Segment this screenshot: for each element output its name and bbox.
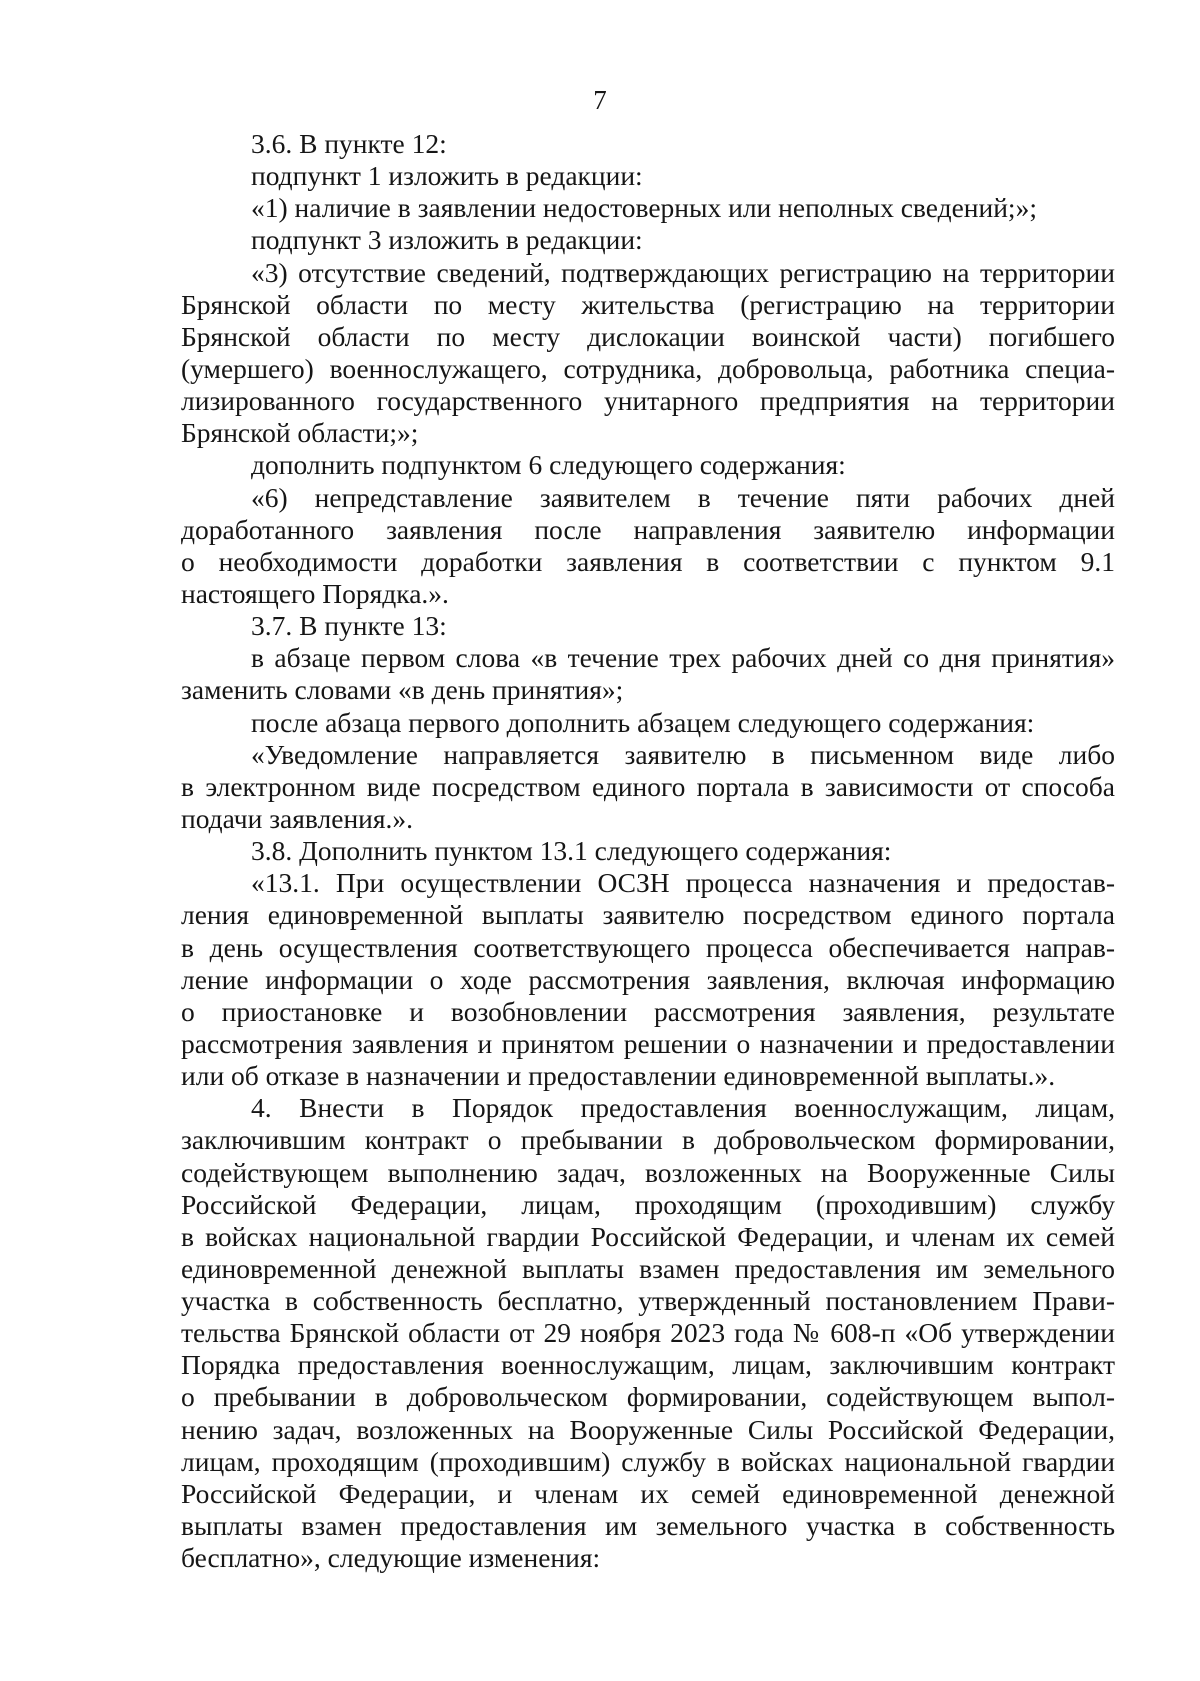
text-line: 3.6. В пункте 12: bbox=[251, 128, 447, 159]
text-line: дополнить подпунктом 6 следующего содержания: bbox=[251, 449, 846, 481]
text-line: Российской Федерации, лицам, проходящим (проходившим) службу bbox=[181, 1188, 1115, 1220]
text-line: о необходимости доработки заявления в соответствии с пунктом 9.1 bbox=[181, 545, 1115, 577]
text-line: нению задач, возложенных на Вооруженные Силы Российской Федерации, bbox=[181, 1413, 1115, 1445]
text-line: заменить словами «в день принятия»; bbox=[181, 674, 624, 706]
text-line: подачи заявления.». bbox=[181, 802, 414, 834]
text-line: лизированного государственного унитарного предприятия на территории bbox=[181, 385, 1115, 417]
text-line: «3) отсутствие сведений, подтверждающих регистрацию на территории bbox=[251, 256, 1115, 288]
text-line: Порядка предоставления военнослужащим, лицам, заключившим контракт bbox=[181, 1349, 1115, 1381]
text-line: подпункт 3 изложить в редакции: bbox=[251, 224, 643, 256]
text-line: в войсках национальной гвардии Российской Федерации, и членам их семей bbox=[181, 1220, 1115, 1252]
text-line: содействующем выполнению задач, возложенных на Вооруженные Силы bbox=[181, 1156, 1115, 1188]
document-body bbox=[181, 128, 1115, 1574]
text-line: Брянской области по месту жительства (регистрацию на территории bbox=[181, 288, 1115, 320]
text-line: единовременной денежной выплаты взамен предоставления им земельного bbox=[181, 1252, 1115, 1284]
text-line: «13.1. При осуществлении ОСЗН процесса назначения и предостав- bbox=[251, 867, 1115, 899]
text-line: подпункт 1 изложить в редакции: bbox=[251, 160, 643, 192]
text-line: в день осуществления соответствующего процесса обеспечивается направ- bbox=[181, 931, 1115, 963]
text-line: заключившим контракт о пребывании в добровольческом формировании, bbox=[181, 1124, 1115, 1156]
text-line: лицам, проходящим (проходившим) службу в войсках национальной гвардии bbox=[181, 1445, 1115, 1477]
text-line: выплаты взамен предоставления им земельного участка в собственность bbox=[181, 1510, 1115, 1542]
text-line: в абзаце первом слова «в течение трех рабочих дней со дня принятия» bbox=[251, 642, 1115, 674]
text-line: в электронном виде посредством единого портала в зависимости от способа bbox=[181, 770, 1115, 802]
text-line: ление информации о ходе рассмотрения заявления, включая информацию bbox=[181, 963, 1115, 995]
text-line: о пребывании в добровольческом формировании, содействующем выпол- bbox=[181, 1381, 1115, 1413]
text-line: о приостановке и возобновлении рассмотрения заявления, результате bbox=[181, 995, 1115, 1027]
page-number: 7 bbox=[593, 85, 607, 115]
text-line: рассмотрения заявления и принятом решении о назначении и предоставлении bbox=[181, 1027, 1115, 1059]
text-line: 3.7. В пункте 13: bbox=[251, 610, 447, 642]
text-line: «1) наличие в заявлении недостоверных или неполных сведений;»; bbox=[251, 192, 1037, 224]
text-line: «Уведомление направляется заявителю в письменном виде либо bbox=[251, 738, 1115, 770]
text-line: Брянской области по месту дислокации воинской части) погибшего bbox=[181, 320, 1115, 352]
text-line: Российской Федерации, и членам их семей единовременной денежной bbox=[181, 1477, 1115, 1509]
text-line: 3.8. Дополнить пунктом 13.1 следующего содержания: bbox=[251, 835, 892, 867]
text-line: доработанного заявления после направления заявителю информации bbox=[181, 513, 1115, 545]
text-line: ления единовременной выплаты заявителю посредством единого портала bbox=[181, 899, 1115, 931]
text-line: настоящего Порядка.». bbox=[181, 577, 449, 609]
text-line: «6) непредставление заявителем в течение пяти рабочих дней bbox=[251, 481, 1115, 513]
text-line: участка в собственность бесплатно, утвержденный постановлением Прави- bbox=[181, 1285, 1115, 1317]
text-line: тельства Брянской области от 29 ноября 2023 года № 608-п «Об утверждении bbox=[181, 1317, 1115, 1349]
text-line: после абзаца первого дополнить абзацем следующего содержания: bbox=[251, 706, 1035, 738]
text-line: бесплатно», следующие изменения: bbox=[181, 1542, 601, 1574]
text-line: 4. Внести в Порядок предоставления военнослужащим, лицам, bbox=[251, 1092, 1115, 1124]
text-line: Брянской области;»; bbox=[181, 417, 419, 449]
text-line: или об отказе в назначении и предоставлении единовременной выплаты.». bbox=[181, 1060, 1056, 1092]
text-line: (умершего) военнослужащего, сотрудника, добровольца, работника специа- bbox=[181, 352, 1115, 384]
